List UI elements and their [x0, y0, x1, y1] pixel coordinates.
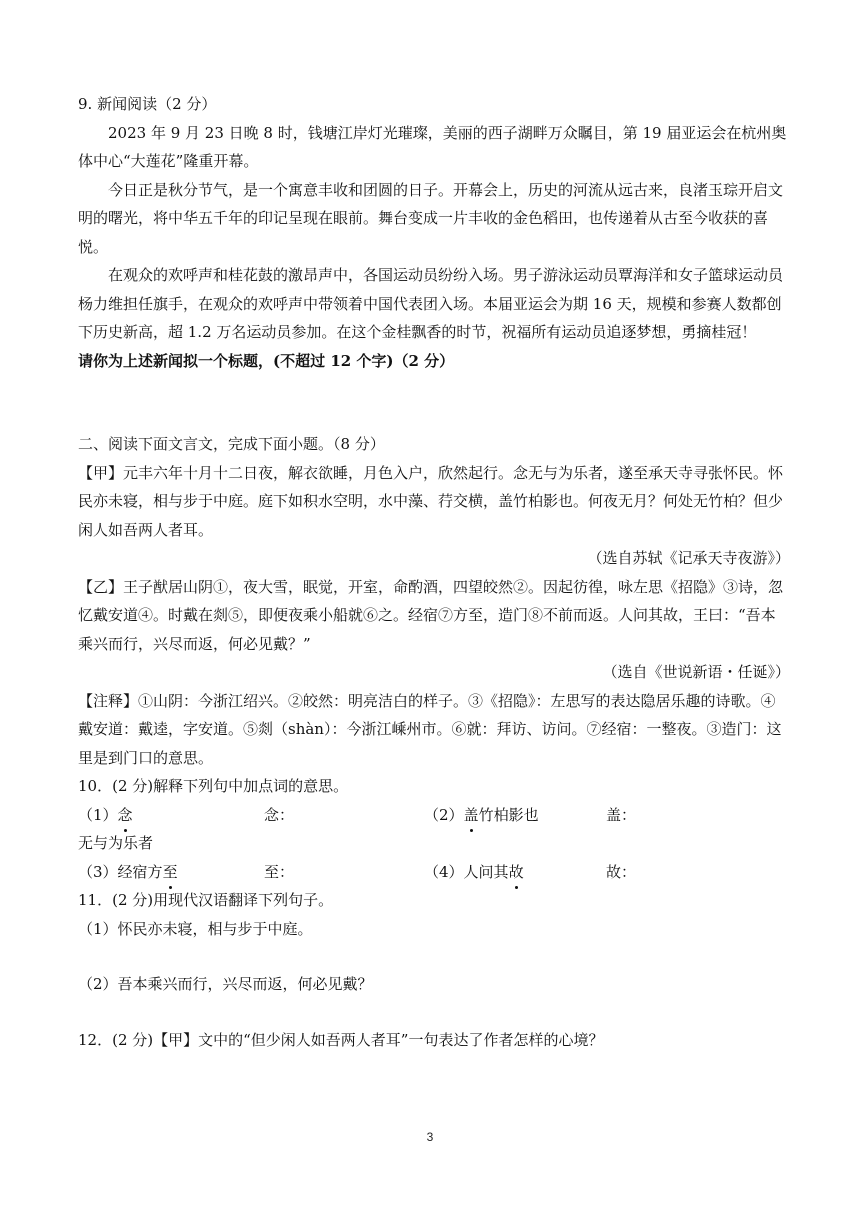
- q9-question: 请你为上述新闻拟一个标题，(不超过 12 个字)（2 分）: [78, 351, 455, 370]
- annotation-notes: 【注释】①山阴：今浙江绍兴。②皎然：明亮洁白的样子。③《招隐》：左思写的表达隐居乐趣的诗歌。④戴安道：戴逵，字安道。⑤剡（shàn）：今浙江嵊州市。⑥就：拜访、访问。⑦经宿：一整夜。③造门：这里是到门口的意思。: [78, 691, 782, 767]
- passage-jia: 【甲】元丰六年十月十二日夜，解衣欲睡，月色入户，欣然起行。念无与为乐者，遂至承天寺寻张怀民。怀民亦未寝，相与步于中庭。庭下如积水空明，水中藻、荇交横，盖竹柏影也。何夜无月？何处无竹柏？但少闲人如吾两人者耳。: [78, 463, 784, 539]
- news-paragraph-2: 今日正是秋分节气，是一个寓意丰收和团圆的日子。开幕会上，历史的河流从远古来，良渚玉琮开启文明的曙光，将中华五千年的印记呈现在眼前。舞台变成一片丰收的金色稻田，也传递着从古至今收获的喜悦。: [78, 180, 784, 256]
- q11-stem: 11．(2 分)用现代汉语翻译下列句子。: [78, 891, 334, 909]
- emphasis-dot-word: 故: [509, 858, 524, 887]
- passage-jia-source: （选自苏轼《记承天寺夜游》）: [587, 549, 790, 567]
- q9-answer-space[interactable]: [78, 375, 790, 430]
- q10-row-1: [78, 801, 790, 858]
- q10-blank-3[interactable]: 至：: [264, 862, 295, 881]
- news-paragraph-3: 在观众的欢呼声和桂花鼓的激昂声中，各国运动员纷纷入场。男子游泳运动员覃海洋和女子篮球运动员杨力维担任旗手，在观众的欢呼声中带领着中国代表团入场。本届亚运会为期 16 天，规模和参赛人数都创下历史新高，超 1.2 万名运动员参加。在这个金桂飘香的时节，祝福所有运动员追逐梦想，勇摘桂冠！: [78, 266, 784, 341]
- q12-stem: 12．(2 分)【甲】文中的“但少闲人如吾两人者耳”一句表达了作者怎样的心境？: [78, 1030, 604, 1049]
- q10-stem: 10．(2 分)解释下列句中加点词的意思。: [78, 777, 349, 795]
- q10-row-2: [78, 858, 790, 887]
- q9-title: 9. 新闻阅读（2 分）: [78, 95, 217, 113]
- q10-item-3: （3）经宿方至: [78, 858, 206, 887]
- q10-item-1: （1）念无与为乐者: [78, 801, 206, 858]
- emphasis-dot-word: 盖: [464, 801, 479, 830]
- q10-item-4: （4）人问其故: [424, 858, 566, 887]
- page-number: 3: [426, 1130, 434, 1144]
- q10-blank-1[interactable]: 念：: [264, 805, 295, 824]
- page-content: [78, 90, 790, 1054]
- news-paragraph-1: 2023 年 9 月 23 日晚 8 时，钱塘江岸灯光璀璨，美丽的西子湖畔万众瞩目，第 19 届亚运会在杭州奥体中心“大莲花”隆重开幕。: [78, 123, 787, 170]
- section2-title: 二、阅读下面文言文，完成下面小题。（8 分）: [78, 435, 385, 453]
- passage-yi-source: （选自《世说新语・任诞》）: [602, 663, 790, 681]
- emphasis-dot-word: 念: [118, 801, 133, 830]
- q11-answer-space-2[interactable]: [78, 999, 790, 1026]
- q10-item-2: （2）盖竹柏影也: [424, 801, 566, 858]
- emphasis-dot-word: 至: [163, 858, 178, 887]
- passage-yi: 【乙】王子猷居山阴①，夜大雪，眠觉，开室，命酌酒，四望皎然②。因起彷徨，咏左思《招隐》③诗，忽忆戴安道④。时戴在剡⑤，即便夜乘小船就⑥之。经宿⑦方至，造门⑧不前而返。人问其故，王曰：“吾本乘兴而行，兴尽而返，何必见戴？”: [78, 577, 784, 653]
- q10-blank-2[interactable]: 盖：: [606, 805, 637, 824]
- q11-sentence-2: （2）吾本乘兴而行，兴尽而返，何必见戴？: [78, 975, 373, 993]
- q10-blank-4[interactable]: 故：: [606, 862, 637, 881]
- q11-sentence-1: （1）怀民亦未寝，相与步于中庭。: [78, 919, 313, 938]
- q11-answer-space-1[interactable]: [78, 943, 790, 970]
